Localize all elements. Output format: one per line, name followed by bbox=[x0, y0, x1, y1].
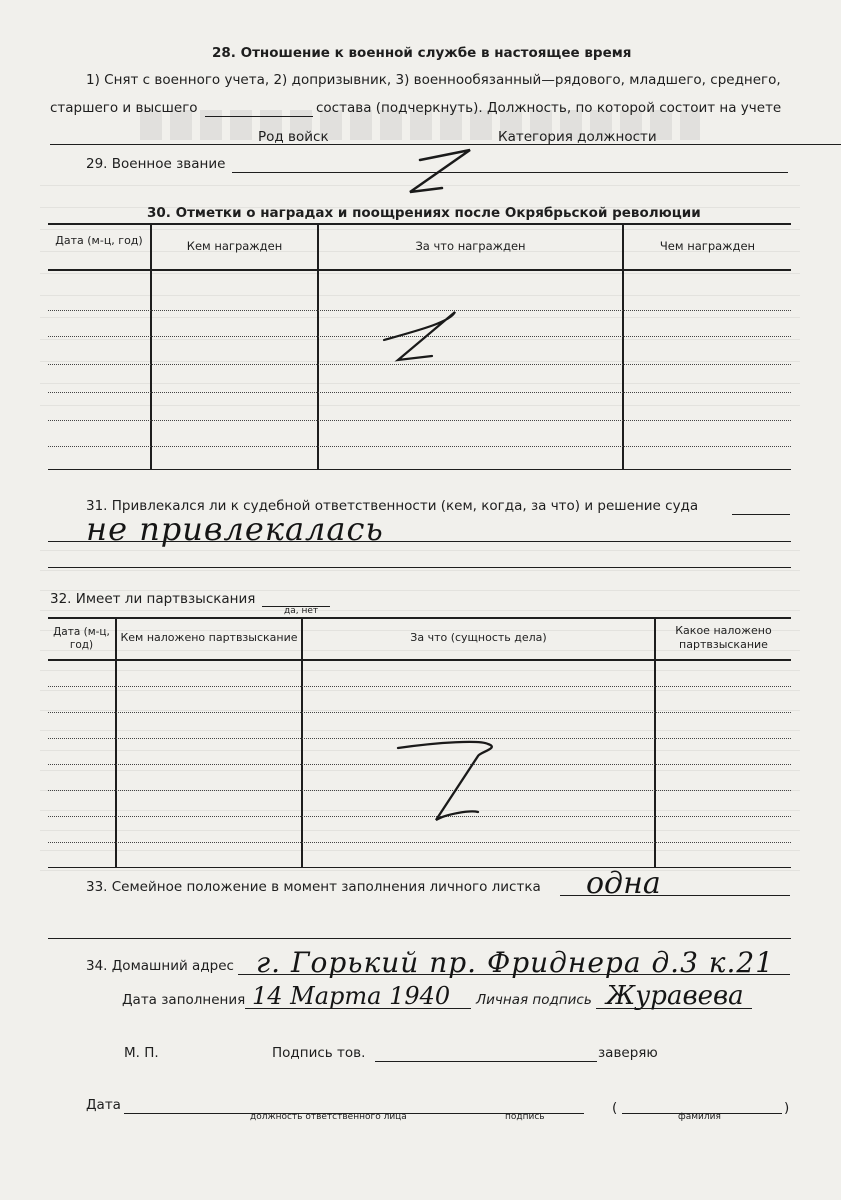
section-28-title: 28. Отношение к военной службе в настоящее время bbox=[212, 45, 632, 61]
troops-label: Род войск bbox=[258, 129, 329, 145]
signature-hint: подпись bbox=[505, 1112, 545, 1122]
comrade-signature-line bbox=[375, 1061, 597, 1062]
section-28-line2-b: состава (подчеркнуть). Должность, по которой состоит на учете bbox=[316, 100, 782, 116]
penalty-header-type: Какое наложено партвзыскание bbox=[675, 624, 772, 651]
awards-header-award: Чем награжден bbox=[659, 239, 756, 253]
penalty-header-date: Дата (м-ц, год) bbox=[53, 626, 110, 651]
surname-close-paren: ) bbox=[784, 1100, 790, 1116]
section-29-label: 29. Военное звание bbox=[86, 156, 226, 172]
awards-header-for-what: За что награжден bbox=[415, 239, 526, 253]
section-28-line2-a: старшего и высшего bbox=[50, 100, 198, 116]
personal-signature-handwritten: Журавева bbox=[606, 981, 744, 1011]
seal-place-label: М. П. bbox=[124, 1045, 159, 1061]
section-32-label: 32. Имеет ли партвзыскания bbox=[50, 591, 256, 607]
fill-date-label: Дата заполнения bbox=[122, 992, 246, 1008]
penalty-yes-no-hint: да, нет bbox=[284, 606, 319, 616]
awards-header-date: Дата (м-ц, год) bbox=[55, 234, 143, 247]
family-status-handwritten: одна bbox=[586, 866, 661, 901]
category-label: Категория должности bbox=[498, 129, 657, 145]
penalty-header-by-whom: Кем наложено партвзыскание bbox=[120, 631, 298, 644]
section-34-label: 34. Домашний адрес bbox=[86, 958, 234, 974]
section-33-label: 33. Семейное положение в момент заполнения личного листка bbox=[86, 879, 541, 895]
surname-hint: фамилия bbox=[678, 1112, 721, 1122]
home-address-handwritten: г. Горький пр. Фриднера д.3 к.21 bbox=[256, 946, 775, 979]
certify-label: заверяю bbox=[598, 1045, 658, 1061]
section-28-line1: 1) Снят с военного учета, 2) допризывник, 3) военнообязанный—рядового, младшего, среднего, bbox=[86, 72, 781, 88]
comrade-signature-label: Подпись тов. bbox=[272, 1045, 366, 1061]
fill-date-handwritten: 14 Марта 1940 bbox=[252, 982, 451, 1010]
awards-header-by-whom: Кем награжден bbox=[186, 239, 283, 253]
court-answer-handwritten: не привлекалась bbox=[86, 510, 384, 548]
surname-open-paren: ( bbox=[612, 1100, 618, 1116]
section-33-separator bbox=[48, 938, 791, 939]
section-31-label: 31. Привлекался ли к судебной ответственности (кем, когда, за что) и решение суда bbox=[86, 498, 699, 514]
responsible-position-hint: должность ответственного лица bbox=[250, 1112, 407, 1122]
personal-signature-label: Личная подпись bbox=[476, 992, 592, 1008]
penalty-header-for-what: За что (сущность дела) bbox=[410, 631, 547, 644]
certify-date-label: Дата bbox=[86, 1097, 121, 1113]
section-30-title: 30. Отметки о наградах и поощрениях после Окрябрьской революции bbox=[147, 205, 701, 221]
